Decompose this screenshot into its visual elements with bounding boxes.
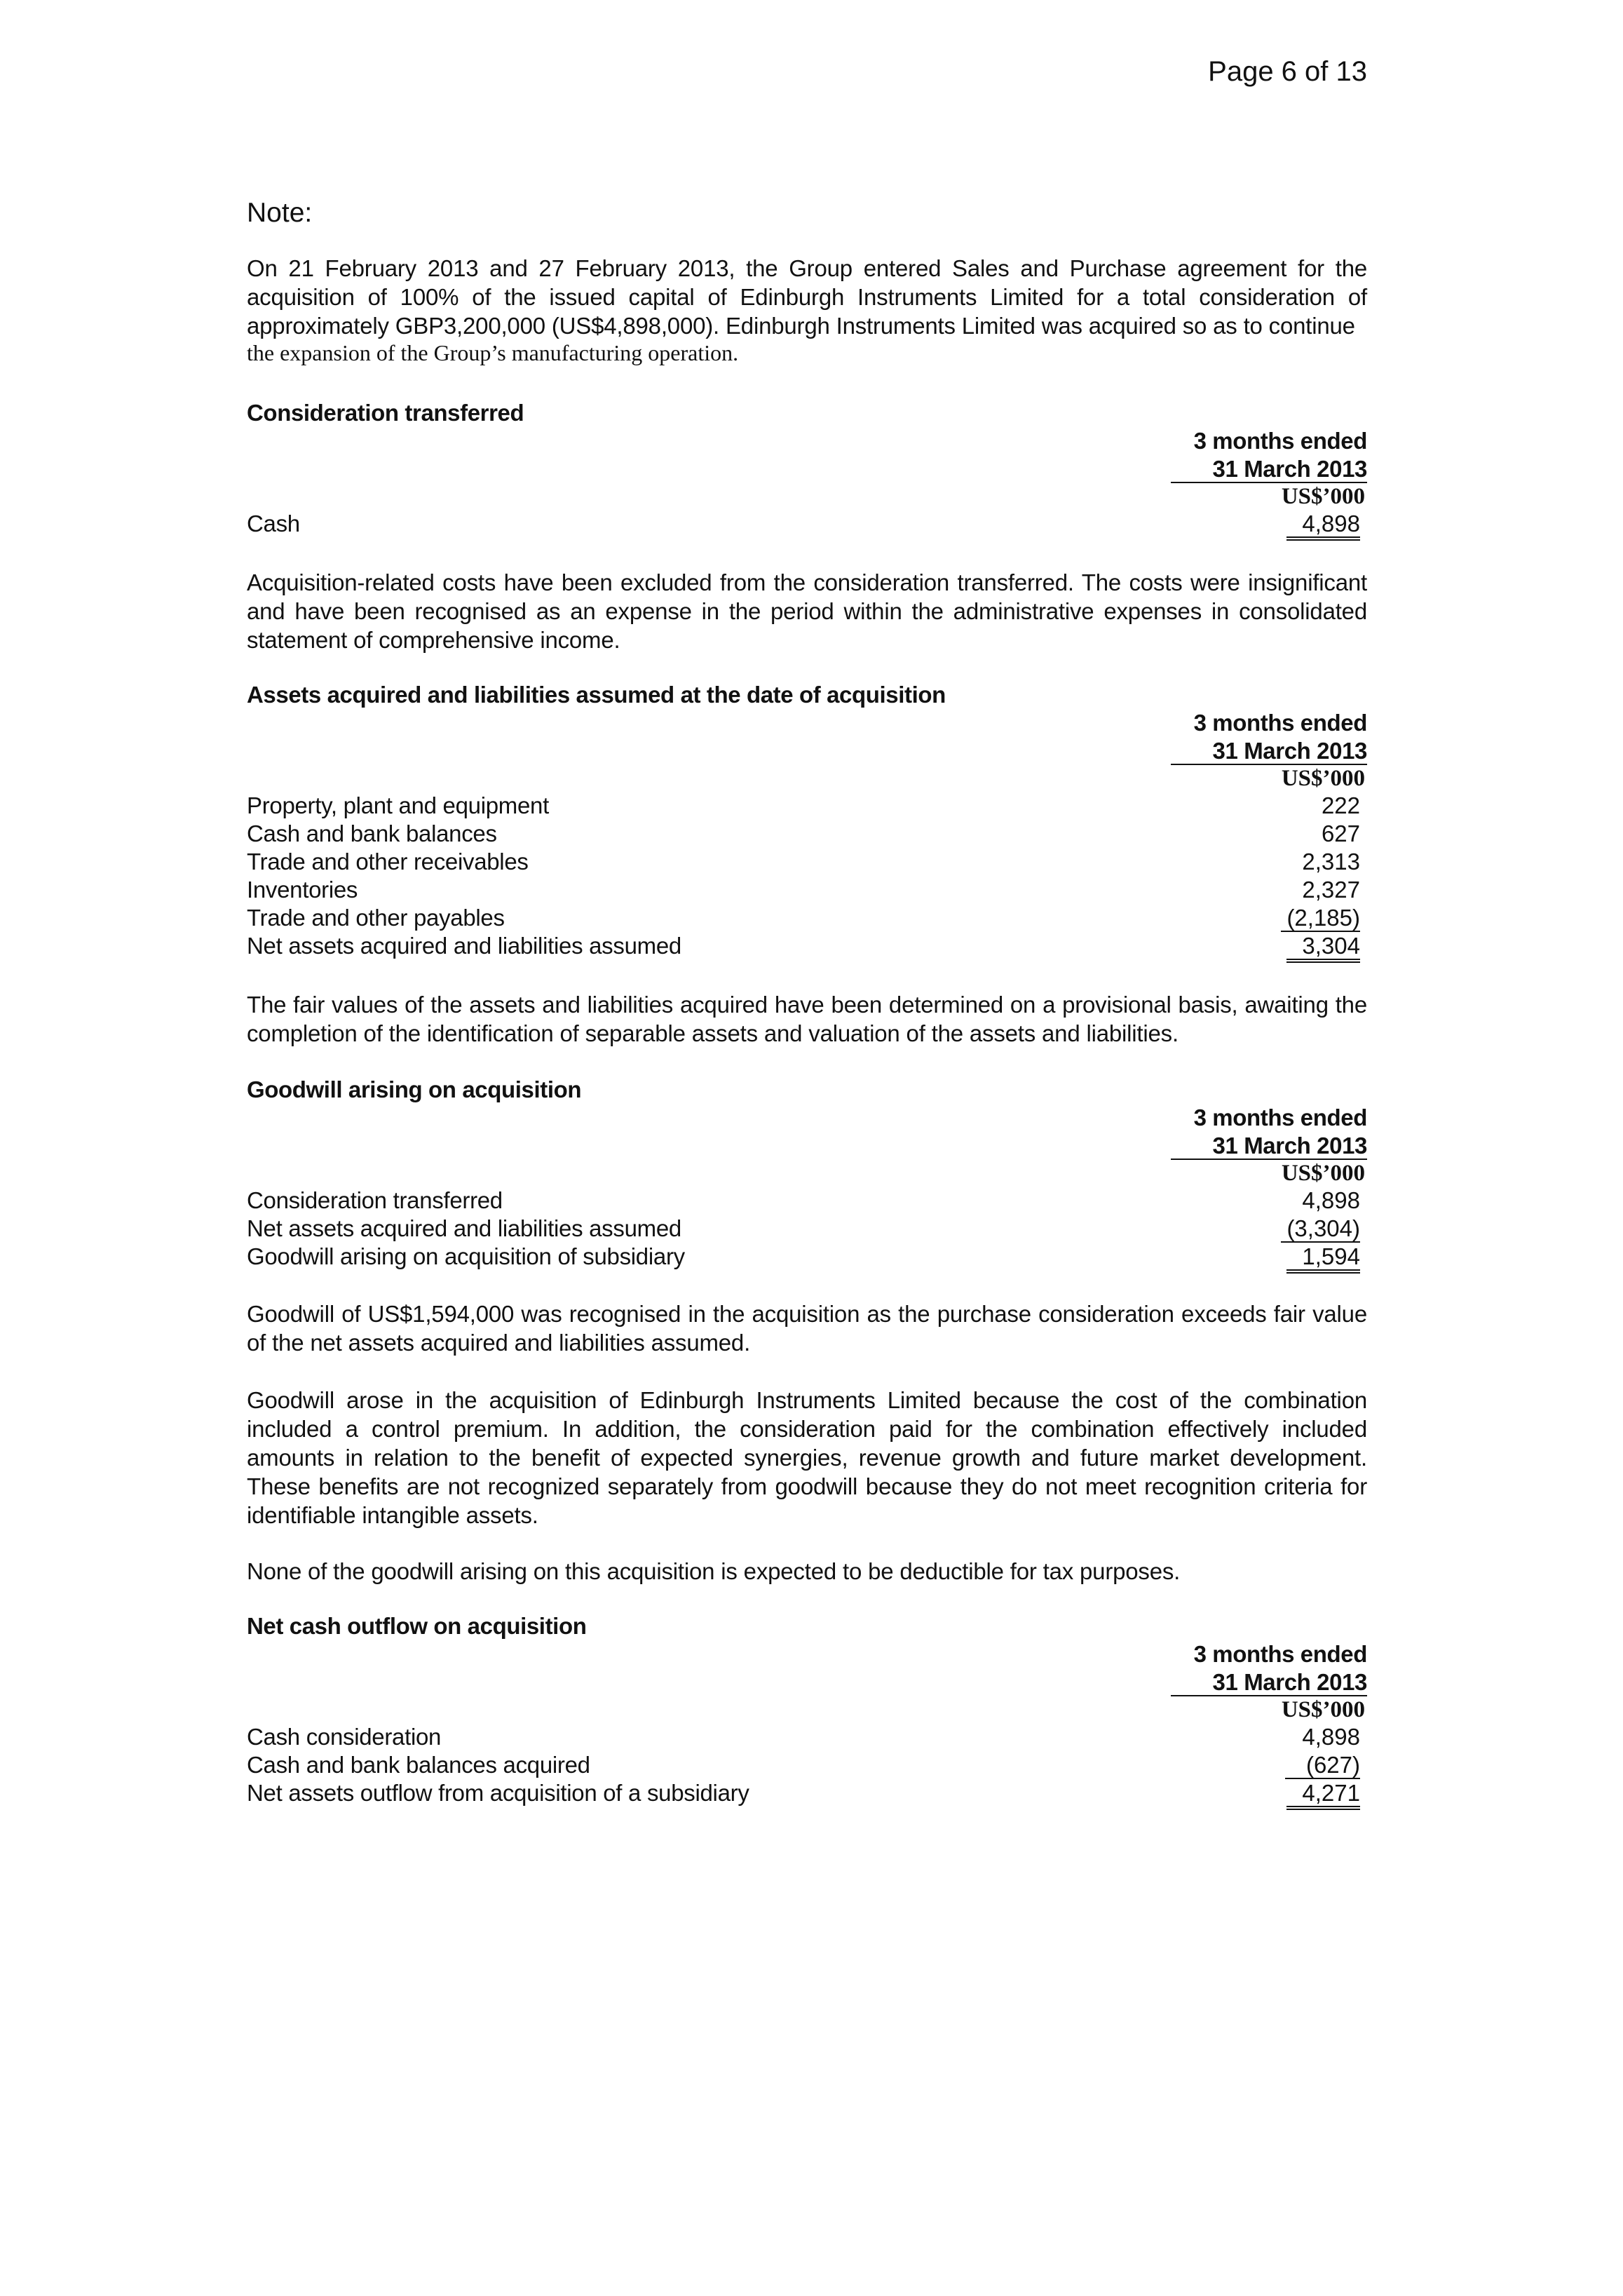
intro-last-line: the expansion of the Group’s manufacturing operation. [247,340,739,365]
net-cash-row-label: Cash consideration [247,1724,442,1750]
goodwill-date-header: 31 March 2013 [1052,1133,1367,1159]
net-cash-total-label: Net assets outflow from acquisition of a subsidiary [247,1780,749,1806]
assets-row-label: Property, plant and equipment [247,792,549,818]
intro-text: On 21 February 2013 and 27 February 2013, the Group entered Sales and Purchase agreement for the acquisition of 100% of the issued capital of Edinburgh Instruments Limited for a total consideration of approximately GBP3,200,000 (US$4,898,000). Edinburgh Instruments Limited was acquired so as to continue [247,255,1367,339]
consideration-row-label: Cash [247,511,300,536]
tax-paragraph: None of the goodwill arising on this acquisition is expected to be deductible for tax purposes. [247,1558,1181,1584]
assets-row-value: 2,313 [1302,849,1360,874]
assets-row-label: Trade and other receivables [247,849,529,874]
assets-row-value: (2,185) [1192,905,1360,931]
net-cash-total-value: 4,271 [1192,1780,1360,1807]
assets-heading: Assets acquired and liabilities assumed at the date of acquisition [247,682,946,708]
goodwill-unit-header: US$’000 [1281,1161,1365,1186]
intro-paragraph [247,254,1367,340]
assets-total-label: Net assets acquired and liabilities assumed [247,933,681,959]
assets-total-value: 3,304 [1192,933,1360,959]
net-cash-period-header: 3 months ended [1193,1641,1367,1667]
net-cash-date-header: 31 March 2013 [1052,1669,1367,1696]
goodwill-heading: Goodwill arising on acquisition [247,1076,582,1102]
assets-unit-header: US$’000 [1281,766,1365,791]
net-cash-row-value: 4,898 [1302,1724,1360,1750]
net-cash-row-label: Cash and bank balances acquired [247,1752,590,1778]
assets-row-label: Trade and other payables [247,905,505,931]
note-label: Note: [247,198,313,228]
assets-row-value: 222 [1321,792,1360,818]
assets-row-value: 627 [1321,821,1360,846]
goodwill-total-label: Goodwill arising on acquisition of subsidiary [247,1243,685,1269]
fair-values-paragraph: The fair values of the assets and liabilities acquired have been determined on a provisional basis, awaiting the completion of the identification of separable assets and valuation of the assets and liabilities. [247,992,1367,1046]
assets-row-label: Inventories [247,877,358,903]
consideration-unit-header: US$’000 [1281,484,1365,509]
goodwill-period-header: 3 months ended [1193,1105,1367,1130]
goodwill-total-value: 1,594 [1192,1243,1360,1270]
goodwill-paragraph-2: Goodwill arose in the acquisition of Edinburgh Instruments Limited because the cost of the combination included a control premium. In addition, the consideration paid for the combination effectively included amounts in relation to the benefit of expected synergies, revenue growth and future market development. These benefits are not recognized separately from goodwill because they do not meet recognition criteria for identifiable intangible assets. [247,1387,1367,1528]
net-cash-row-value: (627) [1192,1752,1360,1778]
goodwill-row-value: (3,304) [1192,1215,1360,1242]
acquisition-costs-paragraph: Acquisition-related costs have been excluded from the consideration transferred. The costs were insignificant and have been recognised as an expense in the period within the administrative expenses in consolidated statement of comprehensive income. [247,569,1367,653]
assets-period-header: 3 months ended [1193,710,1367,736]
net-cash-unit-header: US$’000 [1281,1697,1365,1722]
consideration-period-header: 3 months ended [1193,428,1367,454]
consideration-heading: Consideration transferred [247,400,524,426]
assets-row-label: Cash and bank balances [247,821,497,846]
net-cash-heading: Net cash outflow on acquisition [247,1613,587,1639]
assets-date-header: 31 March 2013 [1052,738,1367,764]
goodwill-row-value: 4,898 [1302,1187,1360,1213]
page-number: Page 6 of 13 [1208,56,1367,87]
assets-row-value: 2,327 [1302,877,1360,903]
goodwill-row-label: Consideration transferred [247,1187,503,1213]
consideration-date-header: 31 March 2013 [1052,456,1367,482]
goodwill-paragraph-1: Goodwill of US$1,594,000 was recognised in the acquisition as the purchase consideration exceeds fair value of the net assets acquired and liabilities assumed. [247,1301,1367,1356]
goodwill-row-label: Net assets acquired and liabilities assumed [247,1215,681,1241]
consideration-row-value: 4,898 [1192,511,1360,537]
